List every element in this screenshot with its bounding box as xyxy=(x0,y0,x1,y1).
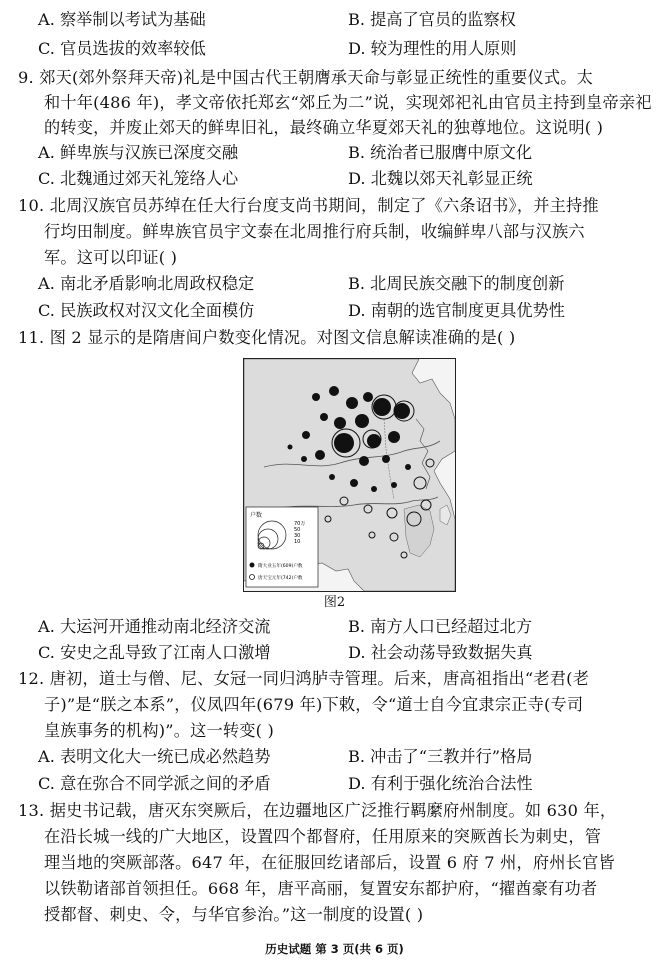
q8-option-a[interactable]: A. 察举制以考试为基础 xyxy=(38,10,206,29)
q9-options-row-1 xyxy=(38,141,658,165)
q10-stem-line-2: 行均田制度。鲜卑族官员宇文泰在北周推行府兵制，收编鲜卑八部与汉族六 xyxy=(44,222,585,241)
sui-circle xyxy=(334,417,346,429)
q9-option-d[interactable]: D. 北魏以郊天礼彰显正统 xyxy=(348,169,533,188)
q9-stem-line-2: 和十年(486 年)，孝文帝依托郑玄“郊丘为二”说，实现郊祀礼由官员主持到皇帝亲祀 xyxy=(44,93,652,112)
legend-sui-label: 隋大业五年(609)户数 xyxy=(258,564,303,569)
sui-circle xyxy=(329,474,335,480)
sui-circle xyxy=(367,434,381,448)
q12-option-b[interactable]: B. 冲击了“三教并行”格局 xyxy=(348,747,533,766)
q12-stem-line-3: 皇族事务的机构)”。这一转变( ) xyxy=(44,721,275,740)
q9-option-b[interactable]: B. 统治者已服膺中原文化 xyxy=(348,143,533,162)
sui-circle xyxy=(315,450,325,460)
q10-option-c[interactable]: C. 民族政权对汉文化全面模仿 xyxy=(38,301,255,320)
q8-option-b[interactable]: B. 提高了官员的监察权 xyxy=(348,10,516,29)
sui-circle xyxy=(288,445,293,450)
q11-option-b[interactable]: B. 南方人口已经超过北方 xyxy=(348,617,533,636)
legend-box xyxy=(246,507,318,587)
q12-stem-line-1: 12. 唐初，道士与僧、尼、女冠一同归鸿胪寺管理。后来，唐高祖指出“老君(老 xyxy=(18,669,590,688)
sui-circle xyxy=(350,479,358,487)
sui-circle xyxy=(329,386,339,396)
q9-stem-line-1: 9. 郊天(郊外祭拜天帝)礼是中国古代王朝膺承天命与彰显正统性的重要仪式。太 xyxy=(18,68,594,87)
sui-circle xyxy=(363,392,373,402)
scale-label-50: 50 xyxy=(294,527,301,533)
sui-circle xyxy=(371,486,377,492)
sui-circle xyxy=(373,398,391,416)
legend-sui-marker xyxy=(250,563,255,568)
page-footer: 历史试题 第 3 页(共 6 页) xyxy=(265,942,404,956)
q11-option-d[interactable]: D. 社会动荡导致数据失真 xyxy=(348,643,533,662)
legend-tang-label: 唐天宝元年(742)户数 xyxy=(258,576,303,581)
q10-option-b[interactable]: B. 北周民族交融下的制度创新 xyxy=(348,274,565,293)
q11-options-row-2 xyxy=(38,641,658,665)
legend-title: 户数 xyxy=(250,512,263,519)
sui-circle xyxy=(359,456,369,466)
map-svg xyxy=(244,359,455,591)
sui-circle xyxy=(302,431,310,439)
sui-circle xyxy=(405,464,411,470)
q12-option-a[interactable]: A. 表明文化大一统已成必然趋势 xyxy=(38,747,271,766)
figure-caption: 图2 xyxy=(323,595,346,610)
sui-circle xyxy=(312,393,320,401)
q8-option-d[interactable]: D. 较为理性的用人原则 xyxy=(348,39,517,58)
q10-option-a[interactable]: A. 南北矛盾影响北周政权稳定 xyxy=(38,274,255,293)
scale-label-70: 70万 xyxy=(294,521,306,527)
q11-map-figure xyxy=(243,358,456,592)
q9-stem-line-3: 的转变，并废止郊天的鲜卑旧礼，最终确立华夏郊天礼的独尊地位。这说明( ) xyxy=(44,118,604,137)
q9-option-a[interactable]: A. 鲜卑族与汉族已深度交融 xyxy=(38,143,239,162)
q13-stem-line-4: 以铁勒诸部首领担任。668 年，唐平高丽，复置安东都护府，“擢酋豪有功者 xyxy=(44,879,598,898)
q10-stem-line-1: 10. 北周汉族官员苏绰在任大行台度支尚书期间，制定了《六条诏书》，并主持推 xyxy=(18,196,599,215)
q9-option-c[interactable]: C. 北魏通过郊天礼笼络人心 xyxy=(38,169,239,188)
q10-options-row-2 xyxy=(38,299,658,323)
q10-option-d[interactable]: D. 南朝的选官制度更具优势性 xyxy=(348,301,565,320)
q13-stem-line-1: 13. 据史书记载，唐灭东突厥后，在边疆地区广泛推行羁縻府州制度。如 630 年， xyxy=(18,801,617,820)
sui-circle xyxy=(394,403,410,419)
sui-circle xyxy=(346,397,358,409)
q11-option-c[interactable]: C. 安史之乱导致了江南人口激增 xyxy=(38,643,271,662)
q10-options-row-1 xyxy=(38,272,658,296)
q8-option-c[interactable]: C. 官员选拔的效率较低 xyxy=(38,39,206,58)
q9-options-row-2 xyxy=(38,167,658,191)
q8-options-row-1 xyxy=(38,8,658,32)
q12-option-c[interactable]: C. 意在弥合不同学派之间的矛盾 xyxy=(38,774,271,793)
sui-circle xyxy=(382,455,390,463)
q12-options-row-2 xyxy=(38,772,658,796)
scale-label-10: 10 xyxy=(294,539,301,545)
q13-stem-line-5: 授都督、刺史、令，与华官参治。”这一制度的设置( ) xyxy=(44,905,424,924)
q12-options-row-1 xyxy=(38,745,658,769)
q12-option-d[interactable]: D. 有利于强化统治合法性 xyxy=(348,774,533,793)
map-legend xyxy=(246,507,318,587)
sui-circle xyxy=(391,482,397,488)
sui-circle xyxy=(334,433,354,453)
q11-stem-line-1: 11. 图 2 显示的是隋唐间户数变化情况。对图文信息解读准确的是( ) xyxy=(18,328,516,347)
q8-options-row-2 xyxy=(38,37,658,61)
q13-stem-line-3: 理当地的突厥部落。647 年，在征服回纥诸部后，设置 6 府 7 州，府州长官皆 xyxy=(44,853,615,872)
q10-stem-line-3: 军。这可以印证( ) xyxy=(44,248,178,267)
sui-circle xyxy=(320,413,328,421)
q12-stem-line-2: 子)”是“朕之本系”，仪凤四年(679 年)下敕，令“道士自今宜隶宗正寺(专司 xyxy=(44,695,584,714)
sui-circle xyxy=(301,456,307,462)
sui-circle xyxy=(388,431,400,443)
q11-options-row-1 xyxy=(38,615,658,639)
q11-option-a[interactable]: A. 大运河开通推动南北经济交流 xyxy=(38,617,271,636)
scale-label-30: 30 xyxy=(294,533,301,539)
q13-stem-line-2: 在沿长城一线的广大地区，设置四个都督府，任用原来的突厥酋长为刺史，管 xyxy=(44,827,602,846)
sui-circle xyxy=(355,414,369,428)
